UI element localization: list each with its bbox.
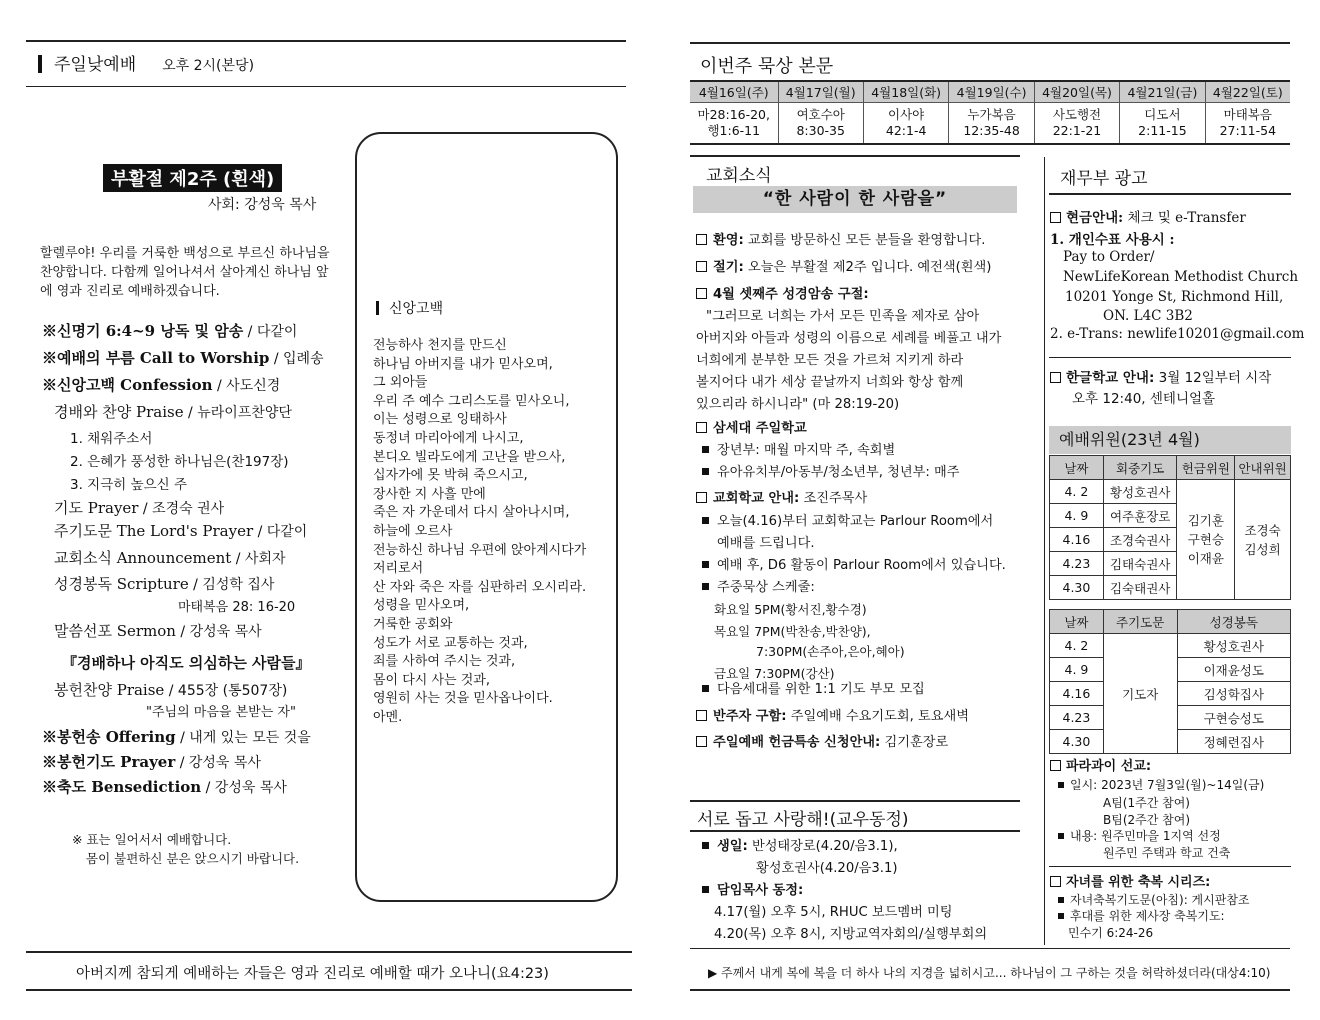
news-school-line: 오늘(4.16)부터 교회학교는 Parlour Room에서 — [696, 511, 993, 532]
news-school-line: 예배 후, D6 활동이 Parlour Room에서 있습니다. — [696, 555, 1006, 576]
note-line: ※ 표는 일어서서 예배합니다. — [72, 832, 232, 847]
news-welcome: 환영: 교회를 방문하신 모든 분들을 환영합니다. — [696, 230, 985, 251]
news-host: 반주자 구함: 주일예배 수요기도회, 토요새벽 — [696, 706, 969, 727]
service-time: 오후 2시(본당) — [162, 58, 255, 74]
finance-line: NewLifeKorean Methodist Church — [1063, 269, 1299, 285]
footer-rule-top-left — [26, 951, 632, 953]
sermon-title: 『경배하나 아직도 의심하는 사람들』 — [62, 654, 311, 672]
finance-rule — [1049, 193, 1291, 195]
news-school3: 삼세대 주일학교 — [696, 418, 807, 439]
love-rule — [690, 830, 1020, 832]
column-divider — [1044, 157, 1045, 945]
easter-title: 부활절 제2주 (흰색) — [103, 164, 282, 192]
news-prayer: 다음세대를 위한 1:1 기도 부모 모집 — [696, 679, 925, 700]
mission-content-2: 원주민 주택과 학교 건축 — [1103, 846, 1231, 860]
finance-line: ON. L4C 3B2 — [1103, 308, 1193, 324]
footer-verse-left: 아버지께 참되게 예배하는 자들은 영과 진리로 예배할 때가 오나니(요4:23) — [76, 966, 549, 982]
mission-team-b: B팀(2주간 참여) — [1103, 813, 1191, 827]
news-title: 교회소식 — [706, 166, 772, 186]
finance-line: Pay to Order/ — [1063, 249, 1155, 265]
praise-song: 1. 채워주소서 — [70, 431, 153, 447]
order-item: ※봉헌기도 Prayer / 강성욱 목사 — [42, 753, 261, 771]
praise-song: 2. 은혜가 풍성한 하나님은(찬197장) — [70, 454, 289, 470]
news-verse: "그러므로 너희는 가서 모든 민족을 제자로 삼아 아버지와 아들과 성령의 이름으로 세례를 베풀고 내가 너희에게 분부한 모든 것을 가르쳐 지키게 하라 볼지어다 내가 세상 끝날까지 너희와 항상 함께 있으리라 하시니라" (마 28:19-20) — [696, 309, 1002, 412]
schedule-line: 화요일 5PM(황서진,황수경) — [714, 602, 867, 617]
order-item: 주기도문 The Lord's Prayer / 다같이 — [54, 522, 308, 540]
footer-rule-bottom-right — [690, 989, 1290, 991]
love-pastor-line: 4.17(월) 오후 5시, RHUC 보드멤버 미팅 — [714, 905, 953, 920]
love-pastor: 담임목사 동정: — [696, 880, 803, 901]
news-school: 교회학교 안내: 조진주목사 — [696, 488, 867, 509]
love-birthday: 생일: 반성태장로(4.20/음3.1), — [696, 836, 898, 857]
order-item: 봉헌찬양 Praise / 455장 (통507장) — [54, 681, 288, 699]
news-school-line: 예배를 드립니다. — [717, 536, 815, 551]
reading-days: 4월16일(주) 4월17일(월) 4월18일(화) 4월19일(수) 4월20일(목) 4월21일(금) 4월22일(토) — [690, 81, 1290, 102]
news-school3-line: 장년부: 매월 마지막 주, 속회별 — [696, 440, 895, 461]
finance-check: 1. 개인수표 사용시 : — [1050, 232, 1175, 248]
news-rule — [690, 155, 1020, 157]
creed-bar — [376, 301, 379, 315]
bless-line: 민수기 6:24-26 — [1068, 926, 1154, 940]
korean-school-time: 오후 12:40, 센테니얼홀 — [1072, 391, 1216, 407]
standing-note — [72, 830, 299, 868]
schedule-line: 목요일 7PM(박찬송,박찬양), — [714, 624, 871, 639]
korean-school: 한글학교 안내: 3월 12일부터 시작 — [1050, 368, 1271, 389]
reading-refs: 마28:16-20, 행1:6-11 여호수아 8:30-35 이사야 42:1-4 누가복음 12:35-48 사도행전 22:1-21 디도서 2:11-15 마태복음 27:11-54 — [690, 102, 1290, 144]
order-item: 말씀선포 Sermon / 강성욱 목사 — [54, 622, 262, 640]
intro-text: 할렐루야! 우리를 거룩한 백성으로 부르신 하나님을 찬양합니다. 다함께 일어나셔서 살아계신 하나님 앞에 영과 진리로 예배하겠습니다. — [40, 246, 330, 299]
service-leader: 사회: 강성욱 목사 — [208, 197, 317, 213]
finance-rule-2 — [1049, 357, 1291, 358]
order-item: 성경봉독 Scripture / 김성학 집사 — [54, 575, 275, 593]
service-header — [38, 50, 254, 75]
order-item: 경배와 찬양 Praise / 뉴라이프찬양단 — [54, 403, 292, 421]
order-item: ※축도 Bensediction / 강성욱 목사 — [42, 778, 287, 796]
reading-title: 이번주 묵상 본문 — [700, 56, 834, 77]
bless-line: 후대를 위한 제사장 축복기도: — [1050, 908, 1225, 925]
duty-table-1: 날짜 회중기도 헌금위원 안내위원 4. 2 황성호권사 김기훈 구현승 이재윤 조경숙 김성희 4. 9 여주훈장로 4.16 조경숙권사 4.23 김태숙권사 4.30 김숙태권사 — [1049, 455, 1291, 600]
news-season: 절기: 오늘은 부활절 제2주 입니다. 예전색(흰색) — [696, 257, 991, 278]
header-bar — [38, 55, 42, 73]
finance-offer: 현금안내: 체크 및 e-Transfer — [1050, 208, 1246, 229]
finance-title: 재무부 광고 — [1060, 169, 1148, 189]
creed-title: 신앙고백 — [376, 298, 443, 318]
footer-rule-bottom-left — [26, 989, 632, 991]
reading-table — [690, 80, 1290, 145]
news-flower: 주일예배 헌금특송 신청안내: 김기훈장로 — [696, 732, 948, 753]
love-title: 서로 돕고 사랑해!(교우동정) — [697, 810, 909, 830]
praise-song: 3. 지극히 높으신 주 — [70, 477, 188, 493]
schedule-line: 7:30PM(손주아,은아,혜아) — [756, 644, 905, 659]
footer-rule-top-right — [690, 948, 1290, 949]
scripture-ref: 마태복음 28: 16-20 — [178, 600, 296, 615]
news-school-line: 주중묵상 스케줄: — [696, 577, 815, 598]
praise-title: "주님의 마음을 본받는 자" — [146, 705, 296, 720]
footer-verse-right: ▶ 주께서 내게 복에 복을 더 하사 나의 지경을 넓히시고... 하나님이 그 구하는 것을 허락하셨더라(대상4:10) — [708, 966, 1271, 980]
duty-title: 예배위원(23년 4월) — [1049, 426, 1291, 454]
duty-table-2: 날짜 주기도문 성경봉독 4. 2 기도자 황성호권사 4. 9 이재윤성도 4.16 김성학집사 4.23 구현승성도 4.30 정혜련집사 — [1049, 609, 1291, 754]
order-item: ※신명기 6:4~9 낭독 및 암송 / 다같이 — [42, 322, 298, 340]
mission-rule — [1049, 866, 1291, 867]
note-line: 몸이 불편하신 분은 앉으시기 바랍니다. — [86, 851, 300, 866]
news-school3-line: 유아유치부/아동부/청소년부, 청년부: 매주 — [696, 462, 959, 483]
mission-label: 파라과이 선교: — [1050, 756, 1151, 777]
finance-etrans: 2. e-Trans: newlife10201@gmail.com — [1050, 326, 1305, 342]
love-birthday-2: 황성호권사(4.20/음3.1) — [756, 861, 898, 876]
schedule-line: 금요일 7:30PM(강산) — [714, 666, 835, 681]
header-rule-left — [26, 86, 626, 87]
mission-team-a: A팀(1주간 참여) — [1103, 796, 1190, 810]
news-verse-label: 4월 셋째주 성경암송 구절: — [696, 284, 869, 305]
love-rule-top — [690, 800, 1020, 802]
order-item: 기도 Prayer / 조경숙 권사 — [54, 499, 225, 517]
mission-content: 내용: 원주민마을 1지역 선정 — [1050, 827, 1221, 845]
top-rule-right — [690, 42, 1290, 44]
order-item: ※예배의 부름 Call to Worship / 입례송 — [42, 349, 324, 367]
creed-text: 전능하사 천지를 만드신 하나님 아버지를 내가 믿사오며, 그 외아들 우리 주 예수 그리스도를 믿사오니, 이는 성령으로 잉태하사 동정녀 마리아에게 나시고, 본디오 빌라도에게 고난을 받으사, 십자가에 못 박혀 죽으시고, 장사한 지 사흘 만에 죽은 자 가운데서 다시 살아나시며, 하늘에 오르사 전능하신 하나님 우편에 앉아계시다가 저리로서 산 자와 죽은 자를 심판하러 오시리라. 성령을 믿사오며, 거룩한 공회와 성도가 서로 교통하는 것과, 죄를 사하여 주시는 것과, 몸이 다시 사는 것과, 영원히 사는 것을 믿사옵나이다. 아멘. — [373, 338, 587, 725]
order-item: 교회소식 Announcement / 사회자 — [54, 549, 286, 567]
love-pastor-line: 4.20(목) 오후 8시, 지방교역자회의/실행부회의 — [714, 927, 988, 942]
news-motto: “한 사람이 한 사람을” — [693, 186, 1017, 213]
order-item: ※봉헌송 Offering / 내게 있는 모든 것을 — [42, 728, 311, 746]
order-item: ※신앙고백 Confession / 사도신경 — [42, 376, 281, 394]
mission-date: 일시: 2023년 7월3일(월)~14일(금) — [1050, 776, 1264, 794]
bless-line: 자녀축복기도문(아침): 게시판참조 — [1050, 892, 1250, 909]
bless-label: 자녀를 위한 축복 시리즈: — [1050, 872, 1210, 893]
top-rule-left — [26, 40, 626, 42]
service-title: 주일낮예배 — [54, 55, 137, 75]
finance-line: 10201 Yonge St, Richmond Hill, — [1065, 289, 1284, 305]
